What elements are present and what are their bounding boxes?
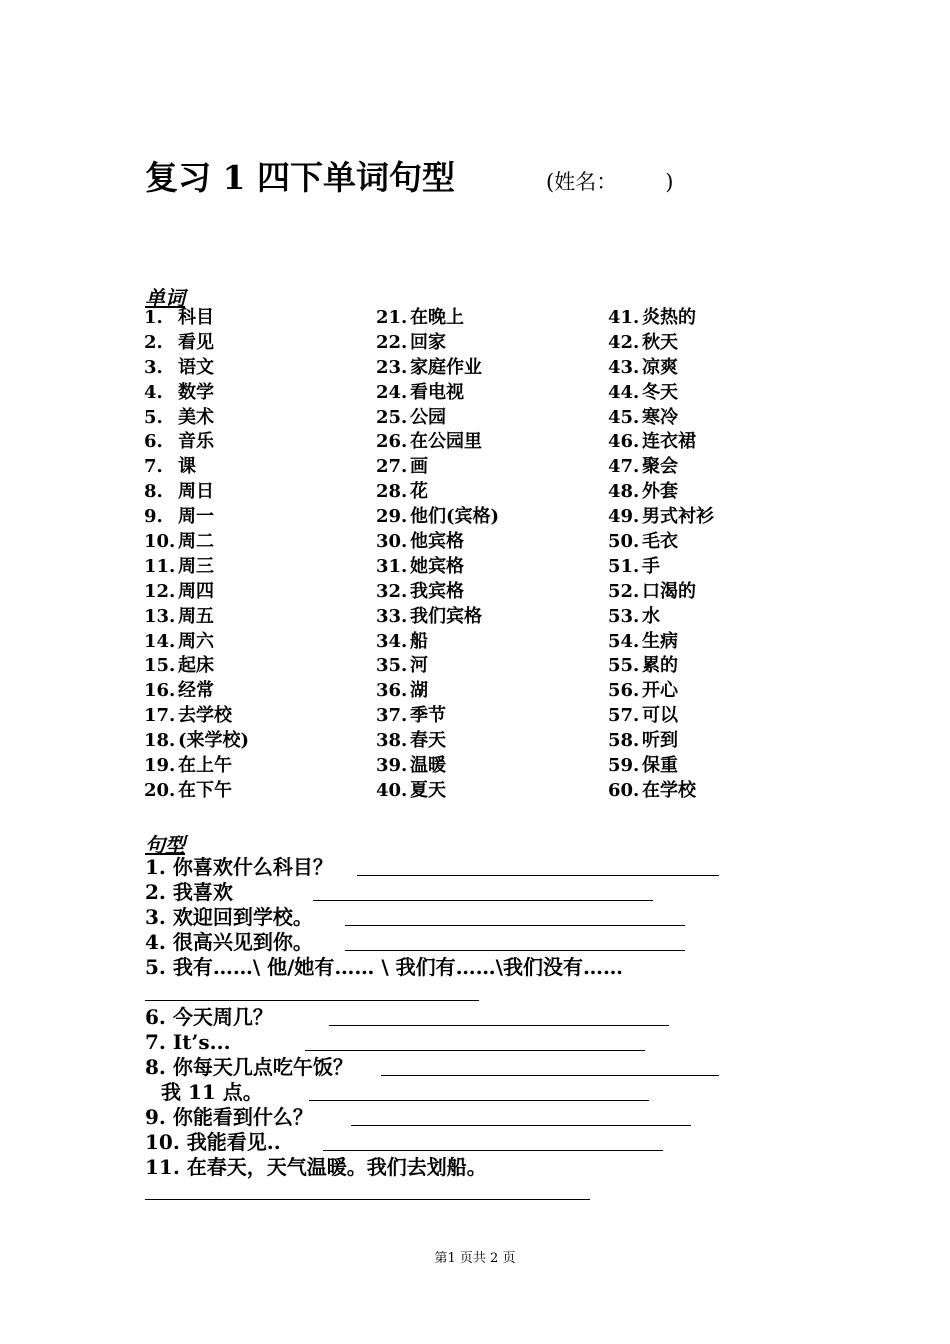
vocab-word: 毛衣: [642, 531, 678, 553]
vocab-item: [144, 356, 374, 381]
vocab-number: 39.: [376, 755, 408, 777]
vocab-word: 夏天: [410, 779, 446, 801]
answer-line-7: [305, 1050, 645, 1051]
sentence-8-answer: 我 11 点。: [161, 1080, 263, 1104]
vocab-word: 在学校: [642, 779, 696, 801]
vocab-word: 炎热的: [642, 307, 696, 328]
vocab-number: 25.: [376, 406, 408, 428]
vocab-number: 4.: [144, 381, 163, 403]
vocab-number: 53.: [608, 605, 640, 627]
vocab-item: [376, 406, 606, 431]
vocab-word: 周日: [178, 481, 214, 503]
vocab-word: 河: [410, 655, 428, 677]
vocab-number: 48.: [608, 481, 640, 503]
answer-line-5: [145, 1000, 479, 1001]
vocab-number: 60.: [608, 779, 640, 801]
vocab-number: 2.: [144, 331, 163, 353]
vocab-word: 可以: [642, 705, 678, 727]
vocab-item: [376, 331, 606, 356]
vocab-number: 42.: [608, 331, 640, 353]
sentence-9: 9. 你能看到什么？: [145, 1105, 313, 1129]
vocab-item: [608, 729, 838, 754]
vocab-number: 20.: [144, 779, 176, 801]
sentence-3: 3. 欢迎回到学校。: [145, 905, 313, 929]
vocab-number: 54.: [608, 630, 640, 652]
answer-line-1: [357, 875, 719, 876]
vocab-number: 13.: [144, 605, 176, 627]
vocab-number: 51.: [608, 555, 640, 577]
vocab-item: [144, 480, 374, 505]
vocab-number: 24.: [376, 381, 408, 403]
sentence-7: 7. It’s...: [145, 1030, 231, 1054]
vocab-word: 公园: [410, 406, 446, 428]
vocab-word: 她宾格: [410, 555, 464, 577]
vocab-column-2: [376, 306, 606, 804]
vocab-number: 58.: [608, 730, 640, 752]
sentence-8: 8. 你每天几点吃午饭？: [145, 1055, 353, 1079]
answer-line-8: [381, 1075, 719, 1076]
name-field: [546, 166, 673, 196]
vocab-item: [376, 505, 606, 530]
vocab-word: 音乐: [178, 431, 214, 453]
vocab-item: [376, 679, 606, 704]
vocab-word: 家庭作业: [410, 356, 482, 378]
vocab-word: 船: [410, 630, 428, 652]
vocab-item: [144, 306, 374, 331]
vocab-word: 在下午: [178, 779, 232, 801]
vocab-number: 36.: [376, 680, 408, 702]
vocab-word: 寒冷: [642, 406, 678, 428]
vocab-word: 水: [642, 605, 660, 627]
vocab-item: [608, 406, 838, 431]
vocab-word: 语文: [178, 356, 214, 378]
sentence-2: 2. 我喜欢: [145, 880, 233, 904]
vocab-number: 7.: [144, 456, 163, 478]
vocab-column-3: [608, 306, 838, 804]
answer-line-3: [345, 925, 685, 926]
answer-line-4: [345, 950, 685, 951]
vocab-item: [376, 580, 606, 605]
sentence-10: 10. 我能看见..: [145, 1130, 281, 1154]
vocab-item: [144, 505, 374, 530]
vocab-item: [608, 679, 838, 704]
vocab-word: 我宾格: [410, 580, 464, 602]
vocab-number: 43.: [608, 356, 640, 378]
vocab-number: 14.: [144, 630, 176, 652]
vocab-word: 起床: [178, 655, 214, 677]
sentence-6: 6. 今天周几？: [145, 1005, 273, 1029]
vocab-item: [608, 754, 838, 779]
vocab-number: 59.: [608, 755, 640, 777]
vocab-word: 男式衬衫: [642, 506, 714, 528]
vocab-item: [376, 356, 606, 381]
vocab-word: 口渴的: [642, 580, 696, 602]
vocab-number: 41.: [608, 307, 640, 328]
vocab-item: [376, 381, 606, 406]
vocab-word: 开心: [642, 680, 678, 702]
vocab-number: 5.: [144, 406, 163, 428]
vocab-number: 34.: [376, 630, 408, 652]
vocab-number: 10.: [144, 531, 176, 553]
vocab-number: 52.: [608, 580, 640, 602]
name-label: (姓名：: [546, 170, 618, 194]
vocab-word: 保重: [642, 755, 678, 777]
vocab-number: 23.: [376, 356, 408, 378]
vocab-item: [608, 704, 838, 729]
vocab-item: [608, 654, 838, 679]
answer-line-11: [145, 1199, 590, 1200]
vocab-item: [144, 605, 374, 630]
vocab-word: 周六: [178, 630, 214, 652]
vocab-item: [144, 704, 374, 729]
answer-line-9: [351, 1125, 691, 1126]
vocab-item: [608, 530, 838, 555]
vocab-word: 冬天: [642, 381, 678, 403]
vocab-item: [608, 555, 838, 580]
vocab-word: 累的: [642, 655, 678, 677]
vocab-word: 凉爽: [642, 356, 678, 378]
vocab-number: 1.: [144, 307, 163, 328]
vocab-number: 44.: [608, 381, 640, 403]
vocab-word: 回家: [410, 331, 446, 353]
vocab-word: 科目: [178, 307, 214, 328]
vocab-item: [144, 679, 374, 704]
vocab-item: [144, 406, 374, 431]
vocab-word: 温暖: [410, 755, 446, 777]
vocab-item: [144, 530, 374, 555]
vocab-word: 周一: [178, 506, 214, 528]
vocab-word: 数学: [178, 381, 214, 403]
vocab-item: [376, 779, 606, 804]
vocab-word: (来学校): [178, 730, 250, 752]
vocab-number: 6.: [144, 431, 163, 453]
vocab-word: 看见: [178, 331, 214, 353]
vocab-word: 春天: [410, 730, 446, 752]
vocab-number: 37.: [376, 705, 408, 727]
sentence-heading: 句型: [145, 833, 185, 857]
vocab-word: 花: [410, 481, 428, 503]
vocab-number: 55.: [608, 655, 640, 677]
vocab-item: [376, 605, 606, 630]
vocab-word: 听到: [642, 730, 678, 752]
vocab-number: 33.: [376, 605, 408, 627]
vocab-number: 26.: [376, 431, 408, 453]
vocab-item: [144, 455, 374, 480]
vocab-column-1: [144, 306, 374, 804]
vocab-number: 38.: [376, 730, 408, 752]
sentence-11: 11. 在春天，天气温暖。我们去划船。: [145, 1155, 487, 1179]
vocab-word: 课: [178, 456, 196, 478]
vocab-item: [144, 729, 374, 754]
vocab-item: [608, 605, 838, 630]
vocab-number: 49.: [608, 506, 640, 528]
vocab-word: 去学校: [178, 705, 232, 727]
vocab-word: 我们宾格: [410, 605, 482, 627]
vocab-number: 40.: [376, 779, 408, 801]
vocab-word: 季节: [410, 705, 446, 727]
vocab-word: 周五: [178, 605, 214, 627]
vocab-item: [144, 580, 374, 605]
vocab-item: [376, 555, 606, 580]
answer-line-8b: [309, 1100, 649, 1101]
page-footer: 第1 页共 2 页: [434, 1251, 516, 1266]
vocab-number: 57.: [608, 705, 640, 727]
vocab-item: [608, 505, 838, 530]
vocab-item: [144, 630, 374, 655]
vocab-number: 9.: [144, 506, 163, 528]
vocab-number: 11.: [144, 555, 176, 577]
vocab-number: 18.: [144, 730, 176, 752]
vocab-number: 50.: [608, 531, 640, 553]
vocab-item: [144, 430, 374, 455]
vocab-number: 31.: [376, 555, 408, 577]
vocab-item: [608, 779, 838, 804]
vocab-word: 他宾格: [410, 531, 464, 553]
vocab-item: [144, 654, 374, 679]
name-close: ): [665, 170, 674, 194]
vocab-item: [376, 530, 606, 555]
answer-line-10: [323, 1150, 663, 1151]
vocab-item: [376, 306, 606, 331]
vocab-item: [608, 306, 838, 331]
sentence-5: 5. 我有……\ 他/她有…… \ 我们有……\我们没有……: [145, 955, 623, 979]
vocab-word: 周二: [178, 531, 214, 553]
vocab-number: 29.: [376, 506, 408, 528]
vocab-number: 47.: [608, 456, 640, 478]
vocab-word: 他们(宾格): [410, 506, 500, 528]
vocab-number: 22.: [376, 331, 408, 353]
vocab-word: 手: [642, 555, 660, 577]
vocab-word: 外套: [642, 481, 678, 503]
vocab-word: 周三: [178, 555, 214, 577]
vocab-number: 15.: [144, 655, 176, 677]
vocab-heading: 单词: [145, 286, 185, 310]
vocab-number: 56.: [608, 680, 640, 702]
vocab-number: 19.: [144, 755, 176, 777]
vocab-word: 聚会: [642, 456, 678, 478]
vocab-word: 连衣裙: [642, 431, 696, 453]
vocab-item: [376, 654, 606, 679]
vocab-item: [608, 356, 838, 381]
answer-line-2: [313, 900, 653, 901]
vocab-item: [144, 779, 374, 804]
vocab-number: 17.: [144, 705, 176, 727]
vocab-word: 生病: [642, 630, 678, 652]
vocab-item: [376, 729, 606, 754]
vocab-item: [144, 754, 374, 779]
sentence-1: 1. 你喜欢什么科目？: [145, 855, 333, 879]
vocab-item: [376, 430, 606, 455]
vocab-item: [608, 381, 838, 406]
vocab-item: [376, 455, 606, 480]
vocab-number: 32.: [376, 580, 408, 602]
vocab-item: [608, 480, 838, 505]
vocab-word: 美术: [178, 406, 214, 428]
sentence-4: 4. 很高兴见到你。: [145, 930, 313, 954]
vocab-item: [144, 331, 374, 356]
vocab-number: 45.: [608, 406, 640, 428]
vocab-word: 在公园里: [410, 431, 482, 453]
vocab-item: [376, 480, 606, 505]
vocab-item: [376, 754, 606, 779]
answer-line-6: [329, 1025, 669, 1026]
vocab-item: [608, 630, 838, 655]
worksheet-title: 复习 1 四下单词句型: [145, 158, 455, 197]
vocab-item: [144, 381, 374, 406]
vocab-word: 秋天: [642, 331, 678, 353]
vocab-word: 看电视: [410, 381, 464, 403]
vocab-number: 12.: [144, 580, 176, 602]
vocab-word: 在晚上: [410, 307, 464, 328]
vocab-item: [376, 704, 606, 729]
vocab-number: 35.: [376, 655, 408, 677]
vocab-word: 在上午: [178, 755, 232, 777]
vocab-word: 画: [410, 456, 428, 478]
vocab-item: [144, 555, 374, 580]
vocab-number: 8.: [144, 481, 163, 503]
vocab-item: [376, 630, 606, 655]
vocab-number: 30.: [376, 531, 408, 553]
vocab-item: [608, 455, 838, 480]
vocab-number: 27.: [376, 456, 408, 478]
vocab-number: 3.: [144, 356, 163, 378]
vocab-item: [608, 331, 838, 356]
vocab-number: 28.: [376, 481, 408, 503]
vocab-number: 46.: [608, 431, 640, 453]
vocab-number: 21.: [376, 307, 408, 328]
vocab-item: [608, 430, 838, 455]
vocab-word: 经常: [178, 680, 214, 702]
vocab-word: 湖: [410, 680, 428, 702]
vocab-item: [608, 580, 838, 605]
vocab-word: 周四: [178, 580, 214, 602]
vocab-number: 16.: [144, 680, 176, 702]
